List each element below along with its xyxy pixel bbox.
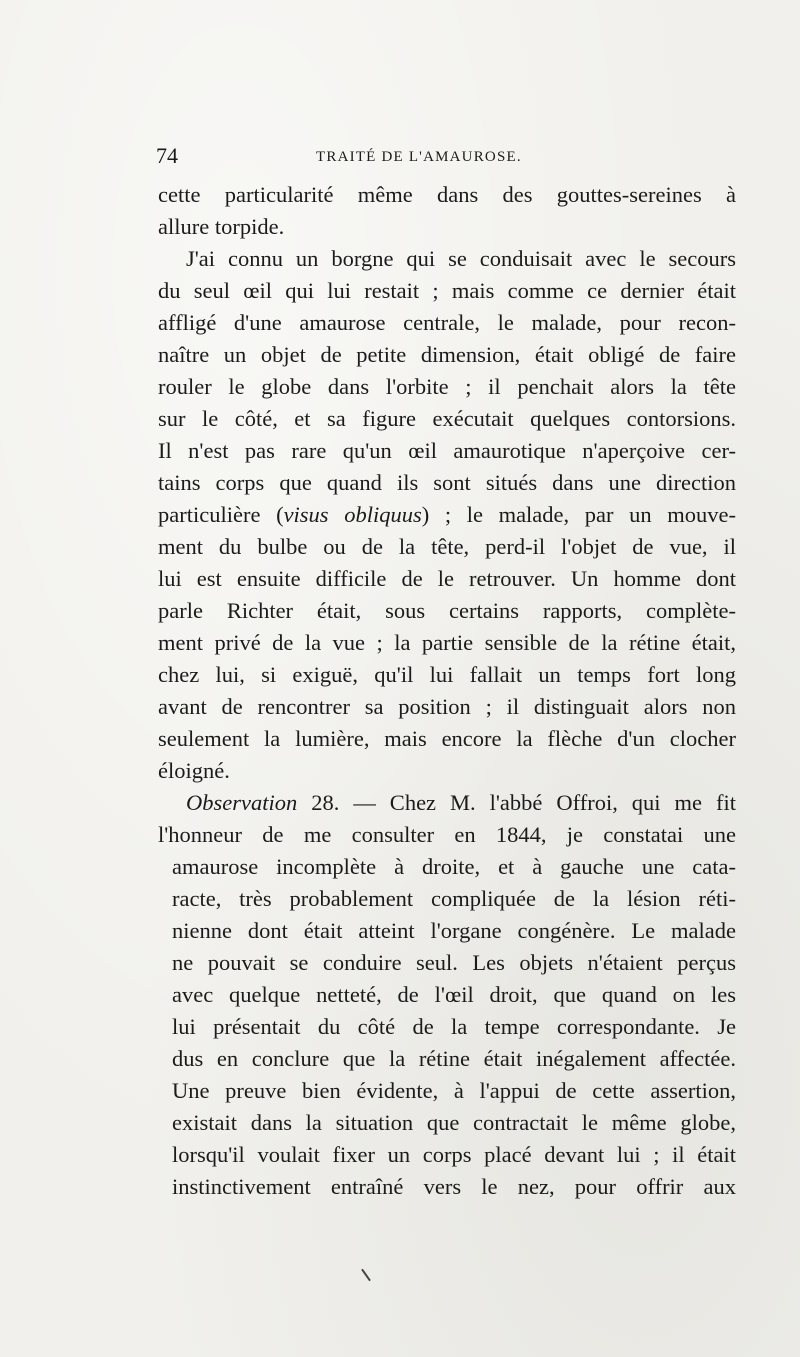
- text-line: l'honneur de me consulter en 1844, je constatai une: [158, 822, 736, 847]
- page-number: 74: [156, 143, 178, 168]
- text-line: nienne dont était atteint l'organe congénère. Le malade: [172, 918, 736, 943]
- page-header: [156, 143, 736, 169]
- text-line-visus: [158, 499, 736, 531]
- text-line: cette particularité même dans des gouttes-sereines à: [158, 182, 736, 207]
- text-line: J'ai connu un borgne qui se conduisait avec le secours: [186, 246, 736, 271]
- text-line: instinctivement entraîné vers le nez, pour offrir aux: [172, 1174, 736, 1199]
- latin-term: visus obliquus: [283, 502, 422, 527]
- text-line: tains corps que quand ils sont situés dans une direction: [158, 470, 736, 495]
- text-line: lui présentait du côté de la tempe correspondante. Je: [172, 1014, 736, 1039]
- text-line-observation: [158, 787, 736, 819]
- text-fragment: ) ; le malade, par un mouve-: [421, 502, 736, 527]
- text-line: ment du bulbe ou de la tête, perd-il l'objet de vue, il: [158, 534, 736, 559]
- text-line: sur le côté, et sa figure exécutait quelques contorsions.: [158, 406, 736, 431]
- text-line: lorsqu'il voulait fixer un corps placé devant lui ; il était: [172, 1142, 736, 1167]
- text-line: chez lui, si exiguë, qu'il lui fallait un temps fort long: [158, 662, 736, 687]
- ink-speck: [361, 1269, 371, 1282]
- text-fragment: particulière (: [158, 502, 284, 527]
- text-line: parle Richter était, sous certains rapports, complète-: [158, 598, 736, 623]
- text-line: avant de rencontrer sa position ; il distinguait alors non: [158, 694, 736, 719]
- text-line: allure torpide.: [158, 214, 285, 239]
- text-line: rouler le globe dans l'orbite ; il penchait alors la tête: [158, 374, 736, 399]
- text-line: ne pouvait se conduire seul. Les objets n'étaient perçus: [172, 950, 736, 975]
- text-line: du seul œil qui lui restait ; mais comme ce dernier était: [158, 278, 736, 303]
- text-line: Une preuve bien évidente, à l'appui de cette assertion,: [172, 1078, 736, 1103]
- text-line: lui est ensuite difficile de le retrouver. Un homme dont: [158, 566, 736, 591]
- text-line: naître un objet de petite dimension, était obligé de faire: [158, 342, 736, 367]
- text-fragment: 28. — Chez M. l'abbé Offroi, qui me fit: [297, 790, 736, 815]
- text-line: racte, très probablement compliquée de la lésion réti-: [172, 886, 736, 911]
- running-title: TRAITÉ DE L'AMAUROSE.: [316, 149, 522, 165]
- text-line: avec quelque netteté, de l'œil droit, que quand on les: [172, 982, 736, 1007]
- text-line: amaurose incomplète à droite, et à gauche une cata-: [172, 854, 736, 879]
- observation-label: Observation: [186, 790, 298, 815]
- text-line: ment privé de la vue ; la partie sensible de la rétine était,: [158, 630, 736, 655]
- text-line: affligé d'une amaurose centrale, le malade, pour recon-: [158, 310, 736, 335]
- text-line: seulement la lumière, mais encore la flèche d'un clocher: [158, 726, 736, 751]
- text-line: éloigné.: [158, 758, 230, 783]
- body-text: [158, 179, 736, 1203]
- text-line: existait dans la situation que contractait le même globe,: [172, 1110, 736, 1135]
- text-line: Il n'est pas rare qu'un œil amaurotique n'aperçoive cer-: [158, 438, 736, 463]
- text-line: dus en conclure que la rétine était inégalement affectée.: [172, 1046, 736, 1071]
